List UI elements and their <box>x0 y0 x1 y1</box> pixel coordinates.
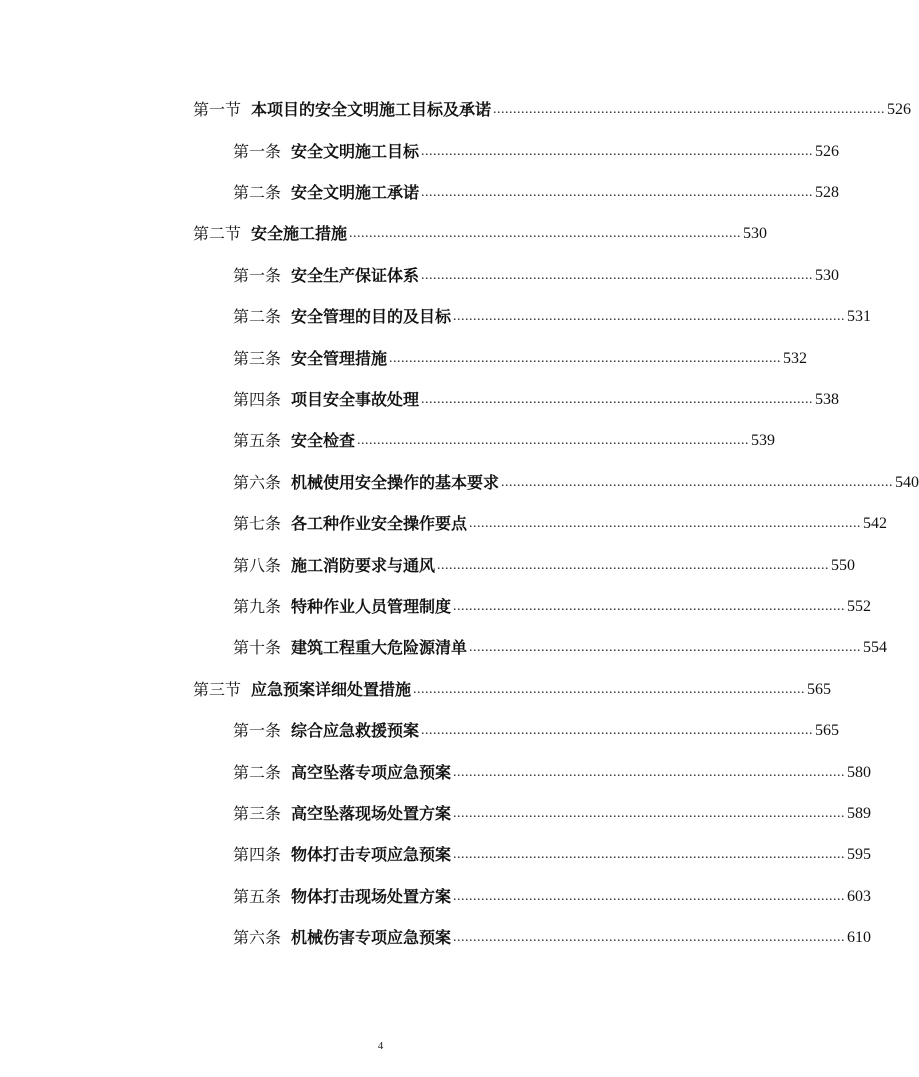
toc-entry-page: 565 <box>807 681 832 698</box>
toc-entry-number: 第一条 <box>233 142 282 161</box>
toc-entry-page: 552 <box>847 598 872 615</box>
toc-dot-leader: .................................................................................................. <box>453 309 846 324</box>
toc-entry-number: 第六条 <box>233 928 282 947</box>
toc-entry-title: 项目安全事故处理 <box>291 390 420 409</box>
toc-entry-title: 安全文明施工目标 <box>291 142 420 161</box>
toc-entry-title: 物体打击现场处置方案 <box>291 887 452 906</box>
toc-entry-article[interactable] <box>233 717 840 745</box>
toc-entry-page: 610 <box>847 929 872 946</box>
toc-entry-page: 542 <box>863 515 888 532</box>
toc-entry-title: 高空坠落现场处置方案 <box>291 804 452 823</box>
toc-dot-leader: .................................................................................................. <box>389 351 782 366</box>
toc-dot-leader: .................................................................................................. <box>453 806 846 821</box>
toc-dot-leader: .................................................................................................. <box>493 102 886 117</box>
toc-entry-number: 第二节 <box>193 224 242 243</box>
toc-dot-leader: .................................................................................................. <box>421 185 814 200</box>
toc-dot-leader: .................................................................................................. <box>469 640 862 655</box>
toc-entry-page: 526 <box>887 101 912 118</box>
toc-dot-leader: .................................................................................................. <box>453 847 846 862</box>
toc-entry-page: 540 <box>895 474 919 491</box>
toc-entry-article[interactable] <box>233 262 840 290</box>
toc-entry-title: 本项目的安全文明施工目标及承诺 <box>251 100 492 119</box>
toc-entry-number: 第三节 <box>193 680 242 699</box>
toc-entry-number: 第八条 <box>233 556 282 575</box>
toc-entry-section-2[interactable] <box>193 220 768 248</box>
toc-entry-page: 526 <box>815 143 840 160</box>
toc-entry-page: 530 <box>815 267 840 284</box>
toc-entry-number: 第一节 <box>193 100 242 119</box>
toc-entry-page: 589 <box>847 805 872 822</box>
toc-entry-number: 第一条 <box>233 266 282 285</box>
toc-dot-leader: .................................................................................................. <box>357 433 750 448</box>
toc-entry-number: 第四条 <box>233 845 282 864</box>
toc-entry-page: 538 <box>815 391 840 408</box>
toc-entry-title: 建筑工程重大危险源清单 <box>291 638 468 657</box>
toc-entry-title: 特种作业人员管理制度 <box>291 597 452 616</box>
toc-dot-leader: .................................................................................................. <box>421 392 814 407</box>
toc-entry-article[interactable] <box>233 510 888 538</box>
toc-entry-article[interactable] <box>233 800 872 828</box>
toc-entry-page: 528 <box>815 184 840 201</box>
toc-entry-article[interactable] <box>233 552 856 580</box>
toc-entry-page: 554 <box>863 639 888 656</box>
toc-entry-article[interactable] <box>233 759 872 787</box>
toc-entry-title: 应急预案详细处置措施 <box>251 680 412 699</box>
toc-entry-page: 550 <box>831 557 856 574</box>
toc-entry-article[interactable] <box>233 469 919 497</box>
toc-dot-leader: .................................................................................................. <box>501 475 894 490</box>
toc-entry-title: 机械伤害专项应急预案 <box>291 928 452 947</box>
toc-entry-number: 第五条 <box>233 887 282 906</box>
toc-entry-number: 第十条 <box>233 638 282 657</box>
toc-entry-page: 603 <box>847 888 872 905</box>
toc-entry-article[interactable] <box>233 593 872 621</box>
toc-entry-article[interactable] <box>233 883 872 911</box>
toc-entry-title: 机械使用安全操作的基本要求 <box>291 473 500 492</box>
toc-entry-title: 安全管理措施 <box>291 349 388 368</box>
toc-entry-number: 第二条 <box>233 763 282 782</box>
toc-entry-article[interactable] <box>233 841 872 869</box>
toc-dot-leader: .................................................................................................. <box>421 723 814 738</box>
toc-entry-title: 安全文明施工承诺 <box>291 183 420 202</box>
toc-entry-number: 第二条 <box>233 307 282 326</box>
toc-entry-page: 580 <box>847 764 872 781</box>
toc-entry-article[interactable] <box>233 386 840 414</box>
toc-entry-section-3[interactable] <box>193 676 832 704</box>
toc-entry-number: 第六条 <box>233 473 282 492</box>
toc-entry-title: 各工种作业安全操作要点 <box>291 514 468 533</box>
toc-entry-number: 第三条 <box>233 804 282 823</box>
toc-dot-leader: .................................................................................................. <box>453 889 846 904</box>
toc-entry-page: 531 <box>847 308 872 325</box>
toc-dot-leader: .................................................................................................. <box>349 226 742 241</box>
toc-entry-title: 安全管理的目的及目标 <box>291 307 452 326</box>
toc-dot-leader: .................................................................................................. <box>421 268 814 283</box>
toc-entry-article[interactable] <box>233 138 840 166</box>
toc-entry-section-1[interactable] <box>193 96 912 124</box>
toc-entry-page: 530 <box>743 225 768 242</box>
toc-entry-article[interactable] <box>233 634 888 662</box>
toc-entry-number: 第二条 <box>233 183 282 202</box>
toc-dot-leader: .................................................................................................. <box>413 682 806 697</box>
toc-entry-article[interactable] <box>233 924 872 952</box>
toc-entry-title: 物体打击专项应急预案 <box>291 845 452 864</box>
toc-dot-leader: .................................................................................................. <box>453 765 846 780</box>
toc-entry-article[interactable] <box>233 303 872 331</box>
toc-entry-number: 第三条 <box>233 349 282 368</box>
toc-entry-number: 第四条 <box>233 390 282 409</box>
page-number: 4 <box>377 1040 384 1052</box>
toc-dot-leader: .................................................................................................. <box>421 144 814 159</box>
toc-entry-title: 综合应急救援预案 <box>291 721 420 740</box>
toc-entry-number: 第五条 <box>233 431 282 450</box>
toc-dot-leader: .................................................................................................. <box>469 516 862 531</box>
toc-entry-article[interactable] <box>233 427 776 455</box>
toc-entry-page: 532 <box>783 350 808 367</box>
toc-entry-page: 539 <box>751 432 776 449</box>
toc-dot-leader: .................................................................................................. <box>453 599 846 614</box>
toc-entry-page: 595 <box>847 846 872 863</box>
toc-dot-leader: .................................................................................................. <box>437 558 830 573</box>
toc-entry-number: 第一条 <box>233 721 282 740</box>
toc-entry-title: 施工消防要求与通风 <box>291 556 436 575</box>
toc-entry-page: 565 <box>815 722 840 739</box>
toc-entry-article[interactable] <box>233 179 840 207</box>
toc-entry-article[interactable] <box>233 345 808 373</box>
toc-entry-title: 安全施工措施 <box>251 224 348 243</box>
toc-entry-title: 安全生产保证体系 <box>291 266 420 285</box>
toc-dot-leader: .................................................................................................. <box>453 930 846 945</box>
toc-entry-number: 第九条 <box>233 597 282 616</box>
toc-entry-title: 高空坠落专项应急预案 <box>291 763 452 782</box>
toc-entry-number: 第七条 <box>233 514 282 533</box>
toc-entry-title: 安全检查 <box>291 431 356 450</box>
